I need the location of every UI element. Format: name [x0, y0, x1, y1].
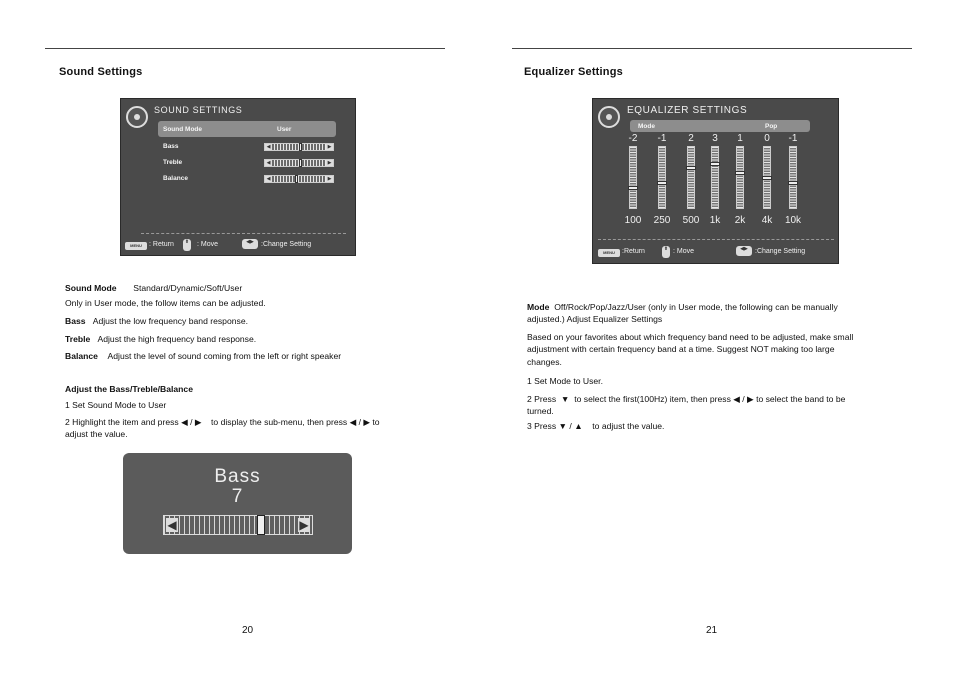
- row-bass-label[interactable]: Bass: [163, 143, 179, 150]
- balance-line: Balance Adjust the level of sound coming from the left or right speaker: [65, 351, 342, 361]
- row-balance-label[interactable]: Balance: [163, 175, 188, 182]
- eq-band-frequency: 100: [624, 215, 642, 226]
- slider-knob[interactable]: [299, 159, 302, 167]
- adjust-heading: Adjust the Bass/Treble/Balance: [65, 384, 193, 394]
- arrow-left-icon: ◀: [266, 160, 271, 166]
- eq-band-slider[interactable]: [789, 146, 797, 209]
- eq-step-2-cont: turned.: [527, 406, 554, 416]
- mode-highlight-bar: [630, 120, 810, 132]
- eq-band-knob[interactable]: [762, 176, 772, 180]
- osd-title: EQUALIZER SETTINGS: [627, 105, 748, 116]
- eq-band-frequency: 500: [682, 215, 700, 226]
- only-user-line: Only in User mode, the follow items can be adjusted.: [65, 298, 266, 308]
- mode-line-1: Mode Off/Rock/Pop/Jazz/User (only in User mode, the following can be manually: [527, 302, 838, 312]
- bass-mini-slider[interactable]: [264, 143, 334, 151]
- divider: [598, 239, 834, 240]
- eq-step-2: 2 Press ▼ to select the first(100Hz) item, then press ◀ / ▶ to select the band to be: [527, 394, 846, 404]
- bass-big-slider[interactable]: [163, 515, 313, 535]
- bass-panel-title: Bass: [214, 466, 261, 487]
- sound-settings-osd: [120, 98, 356, 256]
- balance-mini-slider[interactable]: [264, 175, 334, 183]
- arrow-right-icon: ▶: [327, 160, 332, 166]
- left-right-icon: ◀▶: [736, 246, 752, 256]
- step-2: 2 Highlight the item and press ◀ / ▶ to display the sub-menu, then press ◀ / ▶ to: [65, 417, 380, 427]
- osd-title: SOUND SETTINGS: [154, 105, 243, 115]
- slider-knob[interactable]: [295, 175, 298, 183]
- footer-change: :Change Setting: [755, 248, 806, 255]
- eq-band-frequency: 4k: [761, 215, 773, 226]
- arrow-left-icon[interactable]: ◀: [167, 518, 177, 532]
- eq-band-slider[interactable]: [629, 146, 637, 209]
- eq-band-knob[interactable]: [657, 181, 667, 185]
- disc-icon: [126, 106, 148, 128]
- arrow-right-icon: ▶: [327, 176, 332, 182]
- footer-change: :Change Setting: [261, 241, 312, 248]
- row-treble-label[interactable]: Treble: [163, 159, 183, 166]
- menu-button[interactable]: MENU: [598, 249, 620, 257]
- disc-icon: [598, 106, 620, 128]
- arrow-left-icon: ◀: [266, 144, 271, 150]
- eq-step-1: 1 Set Mode to User.: [527, 376, 603, 386]
- footer-return: : Return: [149, 241, 174, 248]
- eq-band-level: 0: [764, 133, 770, 144]
- slider-knob[interactable]: [299, 143, 302, 151]
- slider-knob[interactable]: [257, 515, 265, 535]
- mode-line-2: adjusted.) Adjust Equalizer Settings: [527, 314, 663, 324]
- eq-band-slider[interactable]: [763, 146, 771, 209]
- eq-band-level: 3: [712, 133, 718, 144]
- eq-band-slider[interactable]: [658, 146, 666, 209]
- eq-band-level: 2: [688, 133, 694, 144]
- arrow-left-right-icon: ◀ / ▶: [349, 417, 370, 427]
- row-sound-mode-value: User: [277, 126, 292, 133]
- top-rule-right: [512, 48, 912, 49]
- section-heading-sound: Sound Settings: [59, 66, 143, 78]
- eq-band-level: -2: [628, 133, 638, 144]
- step-1: 1 Set Sound Mode to User: [65, 400, 167, 410]
- bass-line: Bass Adjust the low frequency band response.: [65, 316, 248, 326]
- bass-panel-value: 7: [231, 486, 244, 507]
- row-sound-mode-label[interactable]: Sound Mode: [163, 126, 202, 133]
- eq-band-slider[interactable]: [736, 146, 744, 209]
- treble-mini-slider[interactable]: [264, 159, 334, 167]
- divider: [141, 233, 346, 234]
- arrow-left-right-icon: ◀ / ▶: [733, 394, 754, 404]
- eq-band-frequency: 250: [653, 215, 671, 226]
- arrow-down-up-icon: ▼ / ▲: [558, 421, 583, 431]
- page-number-right: 21: [706, 625, 718, 636]
- based-line-2: adjustment with certain frequency band at a time. Suggest NOT making too large: [527, 344, 835, 354]
- eq-band-level: -1: [788, 133, 798, 144]
- arrow-right-icon[interactable]: ▶: [299, 518, 309, 532]
- sound-mode-line: Sound Mode Standard/Dynamic/Soft/User: [65, 283, 243, 293]
- footer-move: : Move: [673, 248, 695, 255]
- step-2-cont: adjust the value.: [65, 429, 128, 439]
- eq-step-3: 3 Press ▼ / ▲ to adjust the value.: [527, 421, 665, 431]
- bass-adjust-panel: [123, 453, 352, 554]
- page-number-left: 20: [242, 625, 254, 636]
- eq-band-knob[interactable]: [735, 171, 745, 175]
- eq-band-slider[interactable]: [711, 146, 719, 209]
- based-line-3: changes.: [527, 357, 562, 367]
- arrow-left-right-icon: ◀ / ▶: [181, 417, 202, 427]
- eq-band-knob[interactable]: [788, 181, 798, 185]
- arrow-left-icon: ◀: [266, 176, 271, 182]
- top-rule-left: [45, 48, 445, 49]
- eq-band-level: -1: [657, 133, 667, 144]
- eq-band-slider[interactable]: [687, 146, 695, 209]
- menu-button[interactable]: MENU: [125, 242, 147, 250]
- up-down-icon: ⬍: [662, 246, 670, 258]
- eq-band-level: 1: [737, 133, 743, 144]
- eq-band-frequency: 2k: [734, 215, 746, 226]
- eq-band-frequency: 1k: [709, 215, 721, 226]
- left-right-icon: ◀▶: [242, 239, 258, 249]
- based-line-1: Based on your favorites about which frequency band need to be adjusted, make small: [527, 332, 854, 342]
- up-down-icon: ⬍: [183, 239, 191, 251]
- eq-band-knob[interactable]: [686, 166, 696, 170]
- equalizer-osd: [592, 98, 839, 264]
- treble-line: Treble Adjust the high frequency band response.: [65, 334, 257, 344]
- section-heading-equalizer: Equalizer Settings: [524, 66, 623, 78]
- eq-band-frequency: 10k: [784, 215, 802, 226]
- eq-band-knob[interactable]: [710, 162, 720, 166]
- footer-move: : Move: [197, 241, 219, 248]
- arrow-right-icon: ▶: [327, 144, 332, 150]
- mode-value: Pop: [765, 123, 778, 130]
- arrow-down-icon: ▼: [560, 394, 570, 404]
- footer-return: :Return: [622, 248, 645, 255]
- eq-band-knob[interactable]: [628, 186, 638, 190]
- mode-label[interactable]: Mode: [638, 123, 655, 130]
